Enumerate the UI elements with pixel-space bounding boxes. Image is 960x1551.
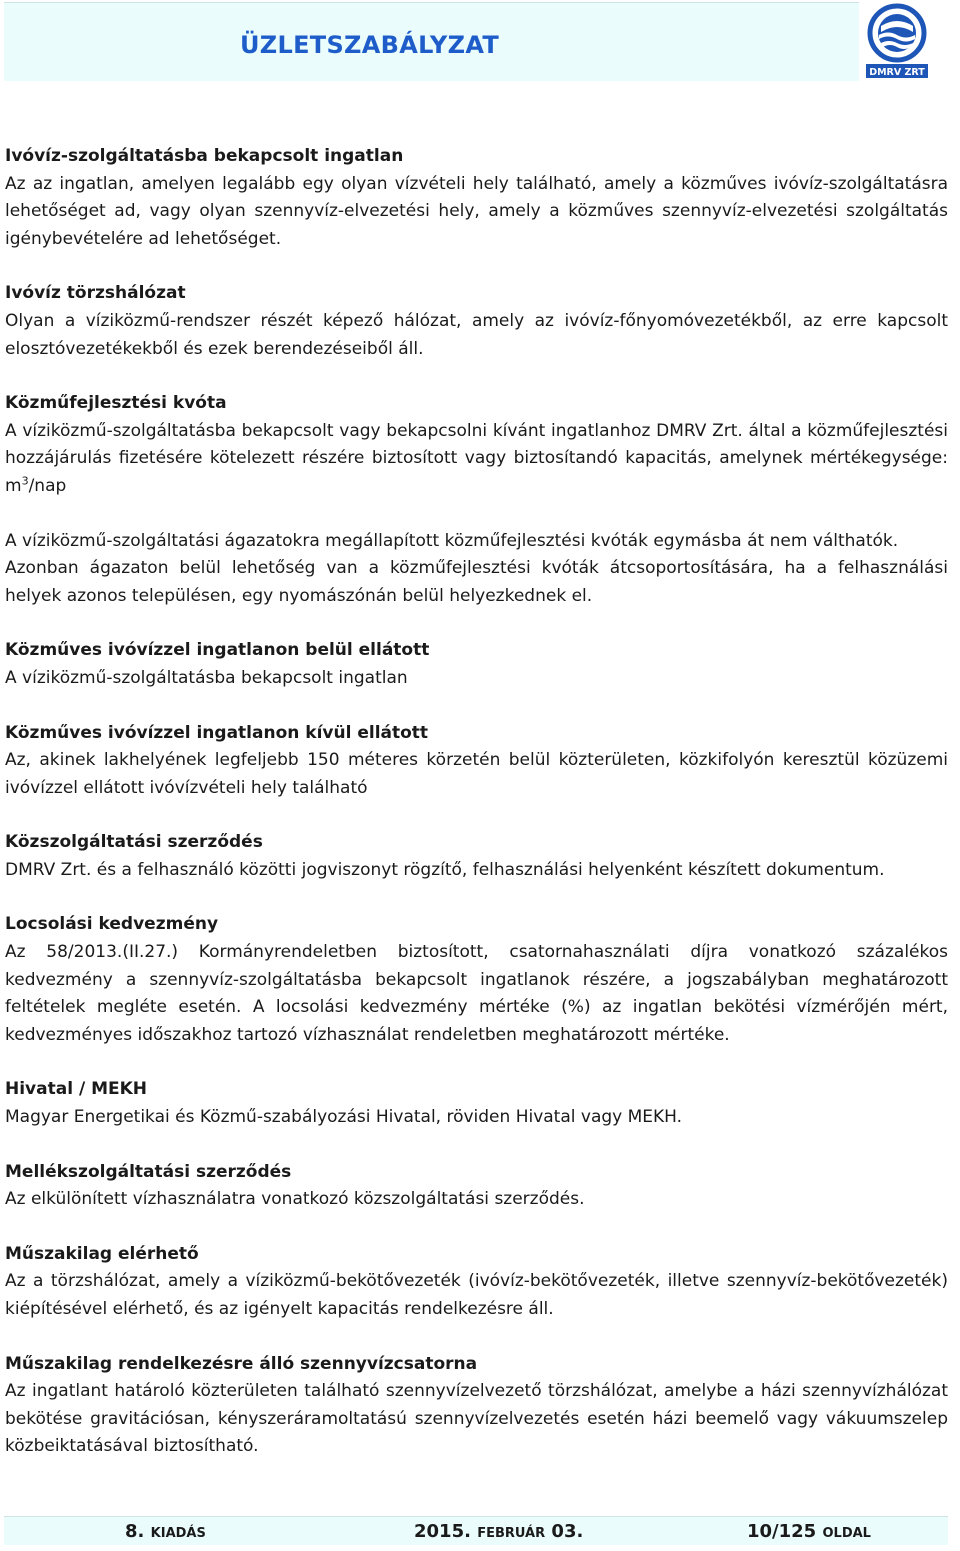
logo-text: DMRV ZRT — [869, 67, 925, 78]
issue-date — [414, 1521, 583, 1542]
definition-entry — [5, 390, 948, 610]
definition-text: Az a törzshálózat, amely a víziközmű-bekötővezeték (ivóvíz-bekötővezeték, illetve szennyvíz-bekötővezeték) kiépítésével elérhető, és az igényelt kapacitás rendelkezésre áll. — [5, 1271, 948, 1319]
definition-entry — [5, 1076, 948, 1131]
definition-text-main: A víziközmű-szolgáltatásba bekapcsolt vagy bekapcsolni kívánt ingatlanhoz DMRV Zrt. által a közműfejlesztési hozzájárulás fizetésére kötelezett részére biztosított vagy biztosítandó kapacitás, amelynek mértékegysége: m — [5, 420, 948, 496]
definition-term: Hivatal / MEKH — [5, 1079, 148, 1100]
definition-term: Közműfejlesztési kvóta — [5, 393, 227, 414]
definition-term: Közműves ivóvízzel ingatlanon belül ellátott — [5, 640, 430, 661]
definitions-list — [5, 143, 948, 1461]
issue-month: FEBRUÁR — [477, 1526, 546, 1541]
definition-term: Közszolgáltatási szerződés — [5, 832, 263, 853]
definition-term: Ivóvíz törzshálózat — [5, 283, 186, 304]
definition-entry — [5, 1241, 948, 1324]
issue-day: 03. — [551, 1521, 584, 1542]
page-label: OLDAL — [822, 1526, 871, 1541]
definition-entry — [5, 1351, 948, 1461]
issue-year: 2015. — [414, 1521, 471, 1542]
definition-term: Mellékszolgáltatási szerződés — [5, 1161, 292, 1182]
definition-text: Az, akinek lakhelyének legfeljebb 150 méteres körzetén belül közterületen, közkifolyón keresztül közüzemi ivóvízzel ellátott ivóvízvételi hely található — [5, 750, 948, 798]
definition-term: Locsolási kedvezmény — [5, 914, 219, 935]
definition-term: Közműves ivóvízzel ingatlanon kívül ellátott — [5, 722, 429, 743]
definition-entry — [5, 637, 948, 692]
definition-entry — [5, 143, 948, 253]
definition-text-unit: /nap — [28, 475, 67, 496]
definition-text: Az ingatlant határoló közterületen található szennyvízelvezető törzshálózat, amelybe a házi szennyvízhálózat bekötése gravitációsan, kényszeráramoltatású szennyvízelvezetés esetén házi beemelő vagy vákuumszelep közbeiktatásával biztosítható. — [5, 1381, 948, 1457]
definition-text: Az az ingatlan, amelyen legalább egy olyan vízvételi hely található, amely a közműves ivóvíz-szolgáltatásra lehetőséget ad, vagy olyan szennyvíz-elvezetési hely, amely a közműves szennyvíz-elvezetési szolgáltatás igénybevételére ad lehetőséget. — [5, 173, 948, 249]
edition-info — [125, 1521, 206, 1542]
page-number — [747, 1521, 871, 1542]
definition-term: Ivóvíz-szolgáltatásba bekapcsolt ingatlan — [5, 146, 404, 166]
definition-entry — [5, 1159, 948, 1214]
edition-number: 8. — [125, 1521, 145, 1542]
definition-entry — [5, 829, 948, 884]
definition-term: Műszakilag rendelkezésre álló szennyvízcsatorna — [5, 1353, 478, 1374]
definition-text: A víziközmű-szolgáltatásba bekapcsolt ingatlan — [5, 667, 408, 688]
definition-term: Műszakilag elérhető — [5, 1243, 199, 1264]
superscript-exponent: 3 — [21, 474, 29, 488]
definition-text: DMRV Zrt. és a felhasználó közötti jogviszonyt rögzítő, felhasználási helyenként készített dokumentum. — [5, 859, 885, 880]
definition-text — [5, 418, 948, 501]
document-title: ÜZLETSZABÁLYZAT — [240, 31, 499, 59]
definition-text-note: Azonban ágazaton belül lehetőség van a közműfejlesztési kvóták átcsoportosítására, ha a felhasználási helyek azonos településen, egy nyomászónán belül helyezkednek el. — [5, 558, 948, 606]
page-footer — [4, 1516, 948, 1545]
dmrv-logo — [864, 2, 930, 80]
definition-entry — [5, 280, 948, 363]
edition-label: KIADÁS — [150, 1526, 206, 1541]
definition-entry — [5, 911, 948, 1049]
definition-text: Olyan a víziközmű-rendszer részét képező hálózat, amely az ivóvíz-főnyomóvezetékből, az erre kapcsolt elosztóvezetékekből és ezek berendezéseiből áll. — [5, 310, 948, 359]
page-count: 10/125 — [747, 1521, 817, 1542]
definition-text: Magyar Energetikai és Közmű-szabályozási Hivatal, röviden Hivatal vagy MEKH. — [5, 1107, 683, 1128]
definition-text: Az 58/2013.(II.27.) Kormányrendeletben biztosított, csatornahasználati díjra vonatkozó százalékos kedvezmény a szennyvíz-szolgáltatásba bekapcsolt ingatlanok részére, a jogszabályban meghatározott feltételek megléte esetén. A locsolási kedvezmény mértéke (%) az ingatlan bekötési vízmérőjén mért, kedvezményes időszakhoz tartozó vízhasználat rendeletben meghatározott mértéke. — [5, 942, 948, 1045]
definition-text-note: A víziközmű-szolgáltatási ágazatokra megállapított közműfejlesztési kvóták egymásba át nem válthatók. — [5, 530, 899, 551]
definition-entry — [5, 720, 948, 803]
definition-text: Az elkülönített vízhasználatra vonatkozó közszolgáltatási szerződés. — [5, 1189, 585, 1210]
page-header — [4, 2, 859, 81]
